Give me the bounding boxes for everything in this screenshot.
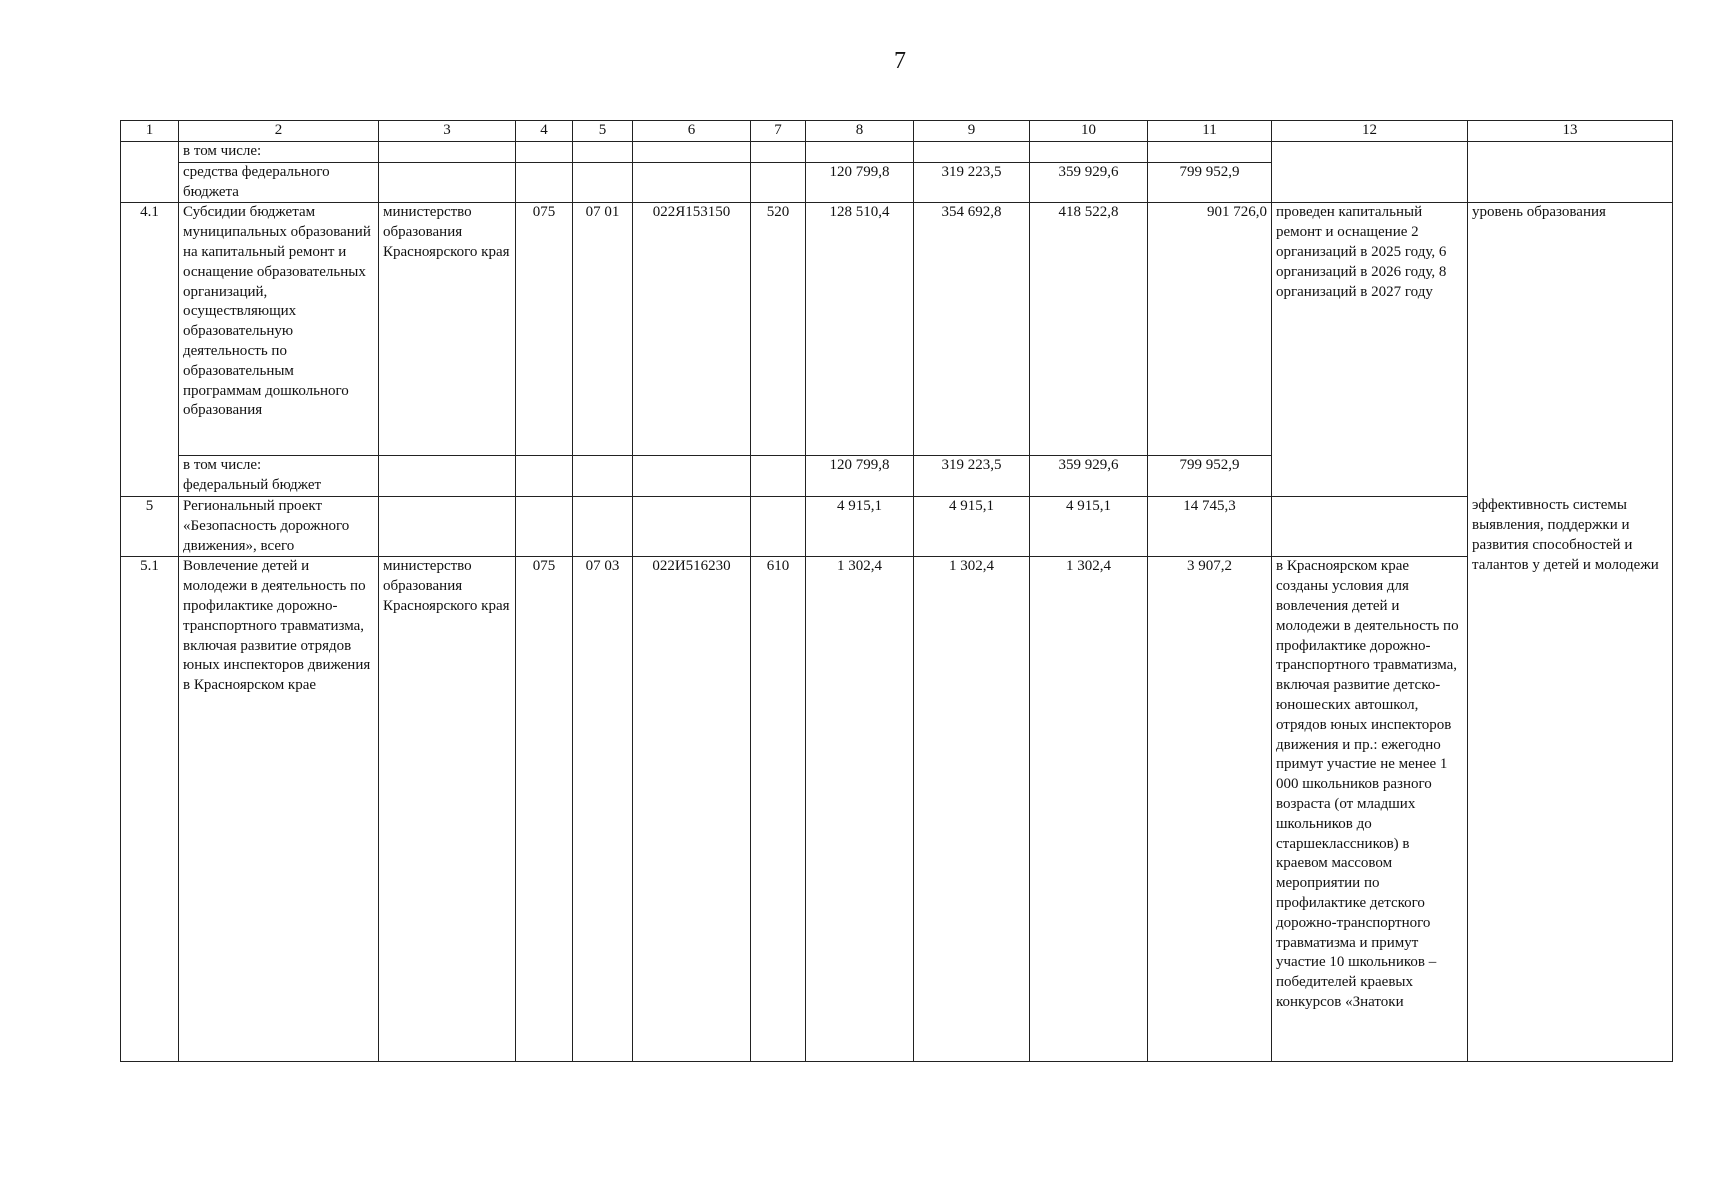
header-col-11: 11	[1148, 121, 1272, 142]
value-2027: 359 929,6	[1030, 456, 1148, 497]
including-label: в том числе:	[179, 142, 379, 163]
value-total: 3 907,2	[1148, 557, 1272, 1062]
table-row	[121, 203, 1673, 456]
empty-cell	[573, 456, 633, 497]
result-cell	[1272, 142, 1468, 203]
table-row	[121, 142, 1673, 163]
federal-budget-label: федеральный бюджет	[183, 477, 322, 494]
empty-cell	[379, 142, 516, 163]
row-number: 4.1	[121, 203, 179, 497]
value-2026: 4 915,1	[914, 496, 1030, 556]
code-type: 520	[751, 203, 806, 456]
budget-table	[120, 120, 1673, 1062]
empty-cell	[751, 496, 806, 556]
empty-cell	[379, 162, 516, 203]
measure-name: Вовлечение детей и молодежи в деятельность по профилактике дорожно-транспортного травматизма, включая развитие отрядов юных инспекторов движения в Красноярском крае	[179, 557, 379, 1062]
measure-name: Региональный проект «Безопасность дорожного движения», всего	[179, 496, 379, 556]
table-row	[121, 496, 1673, 556]
value-total: 799 952,9	[1148, 456, 1272, 497]
value-total: 799 952,9	[1148, 162, 1272, 203]
value-2027: 4 915,1	[1030, 496, 1148, 556]
code-gr: 075	[516, 557, 573, 1062]
header-col-4: 4	[516, 121, 573, 142]
empty-cell	[751, 142, 806, 163]
empty-cell	[1272, 496, 1468, 556]
header-col-12: 12	[1272, 121, 1468, 142]
empty-cell	[633, 162, 751, 203]
empty-cell	[573, 162, 633, 203]
value-2025: 120 799,8	[806, 162, 914, 203]
empty-cell	[516, 162, 573, 203]
header-row	[121, 121, 1673, 142]
value-2025: 120 799,8	[806, 456, 914, 497]
header-col-8: 8	[806, 121, 914, 142]
row-number: 5.1	[121, 557, 179, 1062]
value-2026: 319 223,5	[914, 456, 1030, 497]
indicator: эффективность системы выявления, поддержки и развития способностей и талантов у детей и молодежи	[1468, 496, 1673, 1061]
table-row	[121, 557, 1673, 1062]
expected-result: в Красноярском крае созданы условия для вовлечения детей и молодежи в деятельность по профилактике дорожно-транспортного травматизма, включая развитие детско-юношеских автошкол, отрядов юных инспекторов движения и пр.: ежегодно примут участие не менее 1 000 школьников разного возраста (от младших школьников до старшеклассников) в краевом массовом мероприятии по профилактике детского дорожно-транспортного травматизма и примут участие 10 школьников – победителей краевых конкурсов «Знатоки	[1272, 557, 1468, 1062]
header-col-9: 9	[914, 121, 1030, 142]
empty-cell	[379, 496, 516, 556]
value-2027: 1 302,4	[1030, 557, 1148, 1062]
empty-cell	[516, 456, 573, 497]
empty-cell	[573, 142, 633, 163]
row-number: 5	[121, 496, 179, 556]
header-col-3: 3	[379, 121, 516, 142]
indicator-cell	[1468, 142, 1673, 203]
empty-cell	[633, 142, 751, 163]
empty-cell	[1148, 142, 1272, 163]
value-2025: 1 302,4	[806, 557, 914, 1062]
value-2027: 359 929,6	[1030, 162, 1148, 203]
measure-name: Субсидии бюджетам муниципальных образований на капитальный ремонт и оснащение образовательных организаций, осуществляющих образовательную деятельность по образовательным программам дошкольного образования	[179, 203, 379, 456]
row-number-cell	[121, 142, 179, 203]
header-col-1: 1	[121, 121, 179, 142]
including-cell	[179, 456, 379, 497]
empty-cell	[573, 496, 633, 556]
empty-cell	[516, 496, 573, 556]
empty-cell	[633, 496, 751, 556]
header-col-5: 5	[573, 121, 633, 142]
value-total: 901 726,0	[1148, 203, 1272, 456]
value-2026: 1 302,4	[914, 557, 1030, 1062]
empty-cell	[751, 162, 806, 203]
header-col-7: 7	[751, 121, 806, 142]
empty-cell	[914, 142, 1030, 163]
executor: министерство образования Красноярского края	[379, 203, 516, 456]
including-label: в том числе:	[183, 457, 262, 474]
indicator: уровень образования	[1468, 203, 1673, 497]
header-col-6: 6	[633, 121, 751, 142]
code-target: 022И516230	[633, 557, 751, 1062]
empty-cell	[379, 456, 516, 497]
federal-funds-label: средства федерального бюджета	[179, 162, 379, 203]
value-2026: 354 692,8	[914, 203, 1030, 456]
header-col-13: 13	[1468, 121, 1673, 142]
value-2026: 319 223,5	[914, 162, 1030, 203]
page-number: 7	[894, 48, 906, 74]
value-2025: 4 915,1	[806, 496, 914, 556]
code-section: 07 03	[573, 557, 633, 1062]
value-total: 14 745,3	[1148, 496, 1272, 556]
code-target: 022Я153150	[633, 203, 751, 456]
code-type: 610	[751, 557, 806, 1062]
empty-cell	[806, 142, 914, 163]
executor: министерство образования Красноярского края	[379, 557, 516, 1062]
expected-result: проведен капитальный ремонт и оснащение 2 организаций в 2025 году, 6 организаций в 2026 году, 8 организаций в 2027 году	[1272, 203, 1468, 497]
value-2025: 128 510,4	[806, 203, 914, 456]
empty-cell	[1030, 142, 1148, 163]
header-col-10: 10	[1030, 121, 1148, 142]
value-2027: 418 522,8	[1030, 203, 1148, 456]
empty-cell	[516, 142, 573, 163]
header-col-2: 2	[179, 121, 379, 142]
empty-cell	[633, 456, 751, 497]
code-gr: 075	[516, 203, 573, 456]
code-section: 07 01	[573, 203, 633, 456]
empty-cell	[751, 456, 806, 497]
